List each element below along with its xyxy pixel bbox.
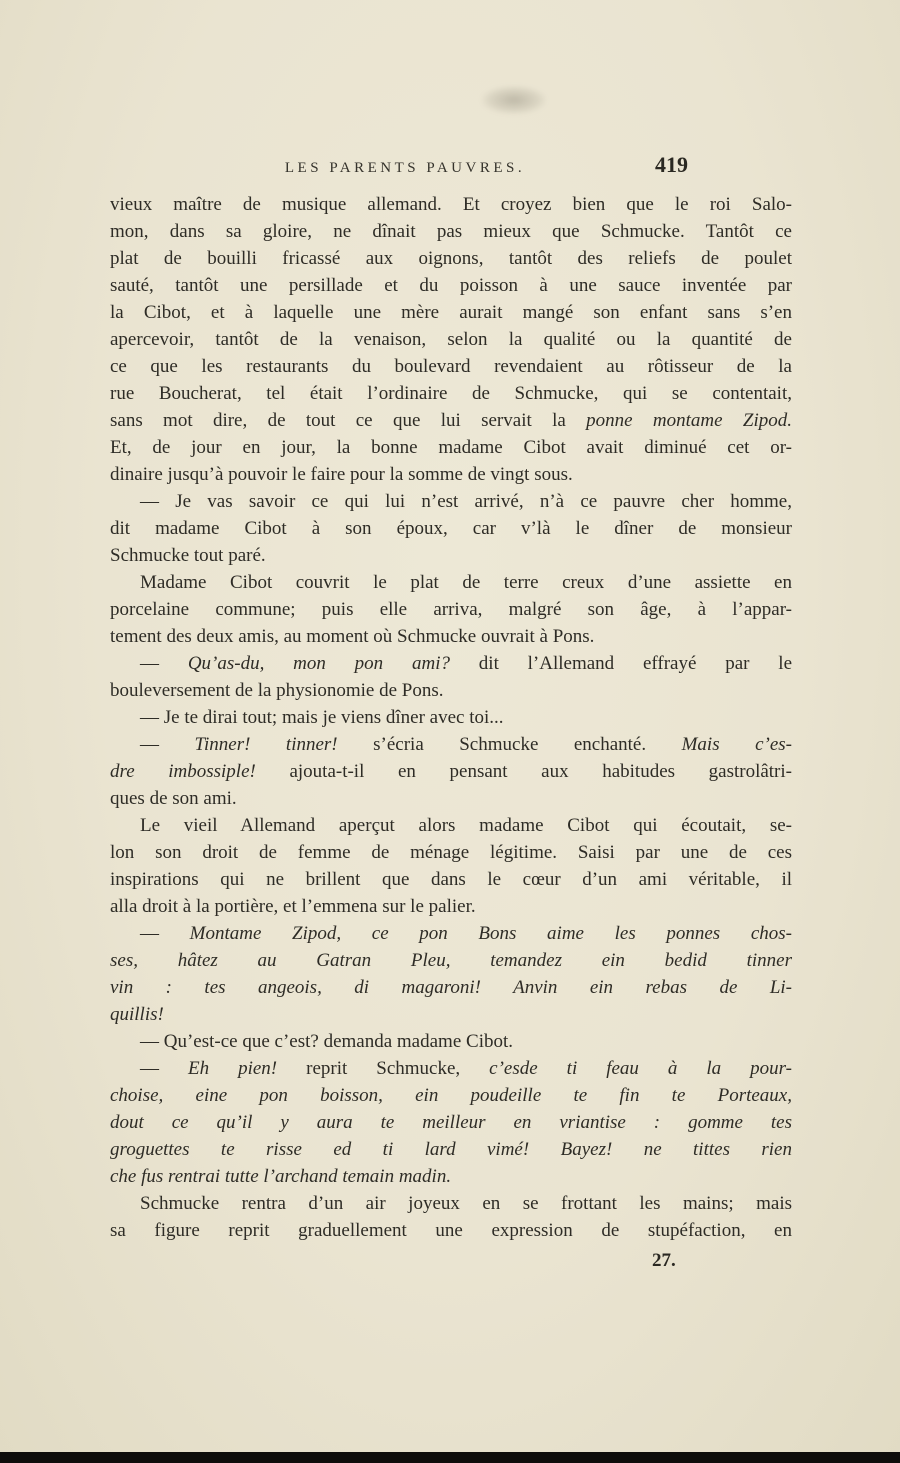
- text-line: [110, 569, 792, 596]
- text-line: [110, 380, 792, 407]
- text-line: [110, 974, 792, 1001]
- text-line: [110, 461, 792, 488]
- text-line: [110, 920, 792, 947]
- text-segment: sans mot dire, de tout ce que lui servait la: [110, 410, 587, 431]
- signature-mark: 27.: [652, 1250, 676, 1271]
- text-line: [110, 947, 792, 974]
- text-line: [110, 272, 792, 299]
- text-line: [110, 299, 792, 326]
- text-segment: vin : tes angeois, di magaroni! Anvin ein rebas de Li-: [110, 977, 792, 998]
- text-line: [110, 542, 792, 569]
- text-line: [110, 191, 792, 218]
- text-line: [110, 785, 792, 812]
- text-line: [110, 1190, 792, 1217]
- text-segment: mon, dans sa gloire, ne dînait pas mieux que Schmucke. Tantôt ce: [110, 221, 792, 242]
- text-segment: —: [140, 1058, 188, 1079]
- text-line: [110, 650, 792, 677]
- scan-edge-bar: [0, 1452, 900, 1463]
- text-segment: Madame Cibot couvrit le plat de terre creux d’une assiette en: [140, 572, 792, 593]
- text-line: [110, 1082, 792, 1109]
- text-segment: inspirations qui ne brillent que dans le cœur d’un ami véritable, il: [110, 869, 792, 890]
- scan-smudge: [482, 86, 546, 114]
- text-line: [110, 866, 792, 893]
- text-segment: Mais c’es-: [681, 734, 792, 755]
- text-segment: vieux maître de musique allemand. Et croyez bien que le roi Salo-: [110, 194, 792, 215]
- text-segment: tement des deux amis, au moment où Schmucke ouvrait à Pons.: [110, 626, 595, 647]
- text-segment: Schmucke rentra d’un air joyeux en se frottant les mains; mais: [140, 1193, 792, 1214]
- text-line: [110, 1055, 792, 1082]
- text-line: [110, 1109, 792, 1136]
- page-body: [110, 191, 792, 1244]
- text-line: [110, 677, 792, 704]
- text-segment: dout ce qu’il y aura te meilleur en vriantise : gomme tes: [110, 1112, 792, 1133]
- running-head: [110, 152, 792, 191]
- text-line: [110, 353, 792, 380]
- text-segment: dit madame Cibot à son époux, car v’là le dîner de monsieur: [110, 518, 792, 539]
- text-line: [110, 1217, 792, 1244]
- text-line: [110, 731, 792, 758]
- text-line: [110, 623, 792, 650]
- text-segment: groguettes te risse ed ti lard vimé! Bayez! ne tittes rien: [110, 1139, 792, 1160]
- text-segment: alla droit à la portière, et l’emmena sur le palier.: [110, 896, 476, 917]
- text-segment: ajouta-t-il en pensant aux habitudes gastrolâtri-: [255, 761, 792, 782]
- text-segment: Tinner! tinner!: [194, 734, 338, 755]
- text-line: [110, 515, 792, 542]
- text-segment: sauté, tantôt une persillade et du poisson à une sauce inventée par: [110, 275, 792, 296]
- text-segment: Et, de jour en jour, la bonne madame Cibot avait diminué cet or-: [110, 437, 792, 458]
- text-line: [110, 245, 792, 272]
- text-line: [110, 596, 792, 623]
- text-segment: apercevoir, tantôt de la venaison, selon la qualité ou la quantité de: [110, 329, 792, 350]
- text-line: [110, 488, 792, 515]
- text-line: [110, 1163, 792, 1190]
- text-segment: dinaire jusqu’à pouvoir le faire pour la somme de vingt sous.: [110, 464, 573, 485]
- text-segment: ses, hâtez au Gatran Pleu, temandez ein bedid tinner: [110, 950, 792, 971]
- text-line: [110, 434, 792, 461]
- text-line: [110, 407, 792, 434]
- text-segment: — Je vas savoir ce qui lui n’est arrivé, n’à ce pauvre cher homme,: [140, 491, 792, 512]
- running-head-title: LES PARENTS PAUVRES.: [284, 160, 526, 176]
- text-segment: — Qu’est-ce que c’est? demanda madame Cibot.: [140, 1031, 513, 1052]
- text-segment: reprit Schmucke,: [277, 1058, 490, 1079]
- text-segment: la Cibot, et à laquelle une mère aurait mangé son enfant sans s’en: [110, 302, 792, 323]
- text-segment: ponne montame Zipod.: [586, 410, 792, 431]
- text-segment: —: [140, 653, 188, 674]
- text-segment: porcelaine commune; puis elle arriva, malgré son âge, à l’appar-: [110, 599, 792, 620]
- text-segment: Montame Zipod, ce pon Bons aime les ponnes chos-: [189, 923, 792, 944]
- text-segment: —: [140, 734, 195, 755]
- text-segment: rue Boucherat, tel était l’ordinaire de Schmucke, qui se contentait,: [110, 383, 792, 404]
- text-segment: ques de son ami.: [110, 788, 237, 809]
- text-segment: — Je te dirai tout; mais je viens dîner avec toi...: [140, 707, 504, 728]
- text-segment: c’esde ti feau à la pour-: [489, 1058, 793, 1079]
- text-segment: Eh pien!: [188, 1058, 278, 1079]
- text-line: [110, 218, 792, 245]
- text-segment: Schmucke tout paré.: [110, 545, 266, 566]
- text-segment: dre imbossiple!: [110, 761, 256, 782]
- text-line: [110, 326, 792, 353]
- text-line: [110, 893, 792, 920]
- text-line: [110, 812, 792, 839]
- text-segment: —: [140, 923, 190, 944]
- text-line: [110, 839, 792, 866]
- text-line: [110, 758, 792, 785]
- text-line: [110, 1001, 792, 1028]
- text-line: [110, 1136, 792, 1163]
- text-segment: choise, eine pon boisson, ein poudeille te fin te Porteaux,: [110, 1085, 792, 1106]
- text-segment: s’écria Schmucke enchanté.: [337, 734, 682, 755]
- text-segment: dit l’Allemand effrayé par le: [449, 653, 793, 674]
- text-segment: ce que les restaurants du boulevard revendaient au rôtisseur de la: [110, 356, 792, 377]
- text-segment: che fus rentrai tutte l’archand temain madin.: [110, 1166, 452, 1187]
- text-segment: quillis!: [110, 1004, 164, 1025]
- text-segment: Le vieil Allemand aperçut alors madame Cibot qui écoutait, se-: [140, 815, 792, 836]
- text-segment: plat de bouilli fricassé aux oignons, tantôt des reliefs de poulet: [110, 248, 792, 269]
- page-content: [110, 152, 792, 1272]
- text-line: [110, 1028, 792, 1055]
- page-number: 419: [655, 152, 688, 177]
- text-segment: lon son droit de femme de ménage légitime. Saisi par une de ces: [110, 842, 792, 863]
- text-segment: bouleversement de la physionomie de Pons.: [110, 680, 444, 701]
- text-segment: sa figure reprit graduellement une expression de stupéfaction, en: [110, 1220, 792, 1241]
- text-line: [110, 704, 792, 731]
- text-segment: Qu’as-du, mon pon ami?: [187, 653, 450, 674]
